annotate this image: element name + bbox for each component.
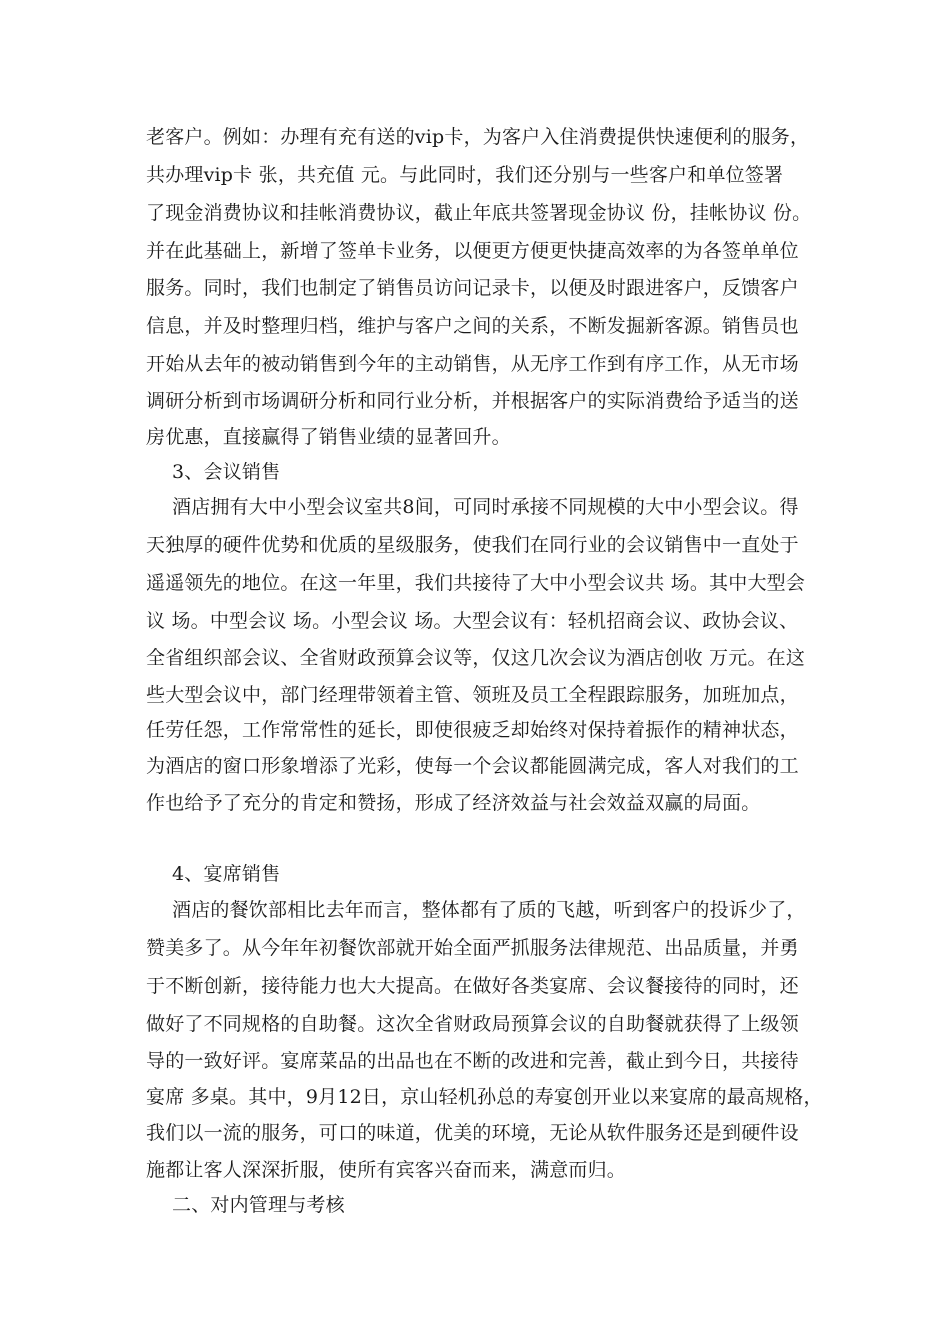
paragraph-line: 作也给予了充分的肯定和赞扬，形成了经济效益与社会效益双赢的局面。 [146,792,761,814]
paragraph-line: 共办理vip卡 张，共充值 元。与此同时，我们还分别与一些客户和单位签署 [146,164,784,186]
paragraph-line: 酒店拥有大中小型会议室共8间，可同时承接不同规模的大中小型会议。得 [172,496,799,518]
paragraph-line: 我们以一流的服务，可口的味道，优美的环境，无论从软件服务还是到硬件设 [146,1122,799,1144]
paragraph-line: 天独厚的硬件优势和优质的星级服务，使我们在同行业的会议销售中一直处于 [146,534,799,556]
paragraph-line: 服务。同时，我们也制定了销售员访问记录卡，以便及时跟进客户，反馈客户 [146,277,799,299]
paragraph-line: 房优惠，直接赢得了销售业绩的显著回升。 [146,426,511,448]
section-heading: 二、对内管理与考核 [172,1194,345,1216]
paragraph-line: 为酒店的窗口形象增添了光彩，使每一个会议都能圆满完成，客人对我们的工 [146,755,799,777]
paragraph-line: 任劳任怨，工作常常性的延长，即使很疲乏却始终对保持着振作的精神状态， [146,719,799,741]
section-heading: 3、会议销售 [172,461,281,483]
paragraph-line: 老客户。例如：办理有充有送的vip卡，为客户入住消费提供快速便利的服务， [146,126,810,148]
paragraph-line: 调研分析到市场调研分析和同行业分析，并根据客户的实际消费给予适当的送 [146,390,799,412]
paragraph-line: 议 场。中型会议 场。小型会议 场。大型会议有：轻机招商会议、政协会议、 [146,610,799,632]
paragraph-line: 做好了不同规格的自助餐。这次全省财政局预算会议的自助餐就获得了上级领 [146,1013,799,1035]
paragraph-line: 导的一致好评。宴席菜品的出品也在不断的改进和完善，截止到今日，共接待 [146,1050,799,1072]
paragraph-line: 开始从去年的被动销售到今年的主动销售，从无序工作到有序工作，从无市场 [146,353,799,375]
paragraph-line: 遥遥领先的地位。在这一年里，我们共接待了大中小型会议共 场。其中大型会 [146,572,806,594]
paragraph-line: 宴席 多桌。其中，9月12日，京山轻机孙总的寿宴创开业以来宴席的最高规格， [146,1086,823,1108]
paragraph-line: 赞美多了。从今年年初餐饮部就开始全面严抓服务法律规范、出品质量，并勇 [146,937,799,959]
paragraph-line: 信息，并及时整理归档，维护与客户之间的关系，不断发掘新客源。销售员也 [146,315,799,337]
paragraph-line: 酒店的餐饮部相比去年而言，整体都有了质的飞越，听到客户的投诉少了， [172,899,806,921]
paragraph-line: 些大型会议中，部门经理带领着主管、领班及员工全程跟踪服务，加班加点， [146,684,799,706]
paragraph-line: 并在此基础上，新增了签单卡业务，以便更方便更快捷高效率的为各签单单位 [146,240,799,262]
section-heading: 4、宴席销售 [172,863,281,885]
paragraph-line: 于不断创新，接待能力也大大提高。在做好各类宴席、会议餐接待的同时，还 [146,975,799,997]
paragraph-line: 施都让客人深深折服，使所有宾客兴奋而来，满意而归。 [146,1159,627,1181]
paragraph-line: 了现金消费协议和挂帐消费协议，截止年底共签署现金协议 份，挂帐协议 份。 [146,202,812,224]
paragraph-line: 全省组织部会议、全省财政预算会议等，仅这几次会议为酒店创收 万元。在这 [146,647,806,669]
